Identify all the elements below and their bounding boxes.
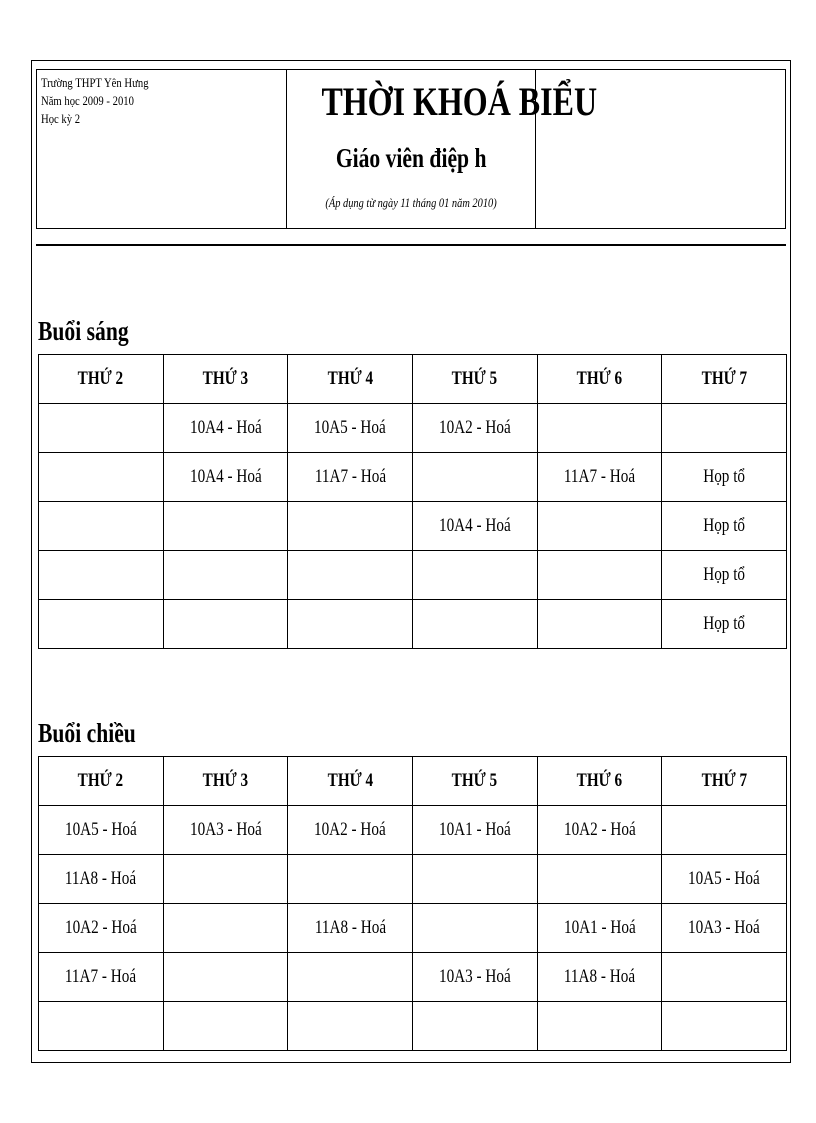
day-header: THỨ 4 [288, 757, 413, 806]
lesson-cell [39, 404, 164, 453]
lesson-cell [163, 855, 288, 904]
lesson-cell [662, 1002, 787, 1051]
lesson-cell [163, 551, 288, 600]
lesson-cell [163, 600, 288, 649]
lesson-cell [662, 953, 787, 1002]
lesson-cell: 10A2 - Hoá [537, 806, 662, 855]
lesson-cell [537, 404, 662, 453]
title-block [287, 70, 598, 228]
lesson-cell [163, 904, 288, 953]
lesson-cell [39, 551, 164, 600]
lesson-cell: 10A1 - Hoá [537, 904, 662, 953]
table-row [39, 1002, 787, 1051]
lesson-cell [163, 1002, 288, 1051]
table-row [39, 453, 787, 502]
day-header: THỨ 7 [662, 355, 787, 404]
table-row [39, 904, 787, 953]
day-header: THỨ 7 [662, 757, 787, 806]
lesson-cell [163, 953, 288, 1002]
lesson-cell [662, 806, 787, 855]
lesson-cell [537, 551, 662, 600]
lesson-cell: 10A3 - Hoá [662, 904, 787, 953]
lesson-cell [537, 855, 662, 904]
day-header: THỨ 5 [412, 757, 537, 806]
table-row [39, 502, 787, 551]
lesson-cell [288, 502, 413, 551]
day-header: THỨ 3 [163, 757, 288, 806]
day-header: THỨ 4 [288, 355, 413, 404]
lesson-cell [537, 502, 662, 551]
header-divider [36, 244, 786, 246]
lesson-cell: 11A7 - Hoá [537, 453, 662, 502]
day-header: THỨ 3 [163, 355, 288, 404]
lesson-cell [39, 600, 164, 649]
lesson-cell [412, 600, 537, 649]
day-header: THỨ 6 [537, 355, 662, 404]
lesson-cell [288, 551, 413, 600]
lesson-cell [412, 453, 537, 502]
lesson-cell [412, 1002, 537, 1051]
lesson-cell: 10A1 - Hoá [412, 806, 537, 855]
lesson-cell [39, 502, 164, 551]
lesson-cell: 10A4 - Hoá [412, 502, 537, 551]
lesson-cell [662, 404, 787, 453]
teacher-name: Giáo viên điệp h [335, 143, 487, 173]
lesson-cell: 10A2 - Hoá [288, 806, 413, 855]
lesson-cell: 10A5 - Hoá [662, 855, 787, 904]
table-row [39, 551, 787, 600]
lesson-cell: 10A4 - Hoá [163, 453, 288, 502]
page-title: THỜI KHOÁ BIỂU [321, 79, 598, 124]
lesson-cell [288, 600, 413, 649]
school-name: Trường THPT Yên Hưng [41, 75, 149, 90]
day-header: THỨ 6 [537, 757, 662, 806]
afternoon-section-title: Buổi chiều [38, 718, 136, 748]
lesson-cell: Họp tổ [662, 502, 787, 551]
lesson-cell: Họp tổ [662, 551, 787, 600]
apply-date: (Áp dụng từ ngày 11 tháng 01 năm 2010) [325, 195, 497, 210]
lesson-cell: Họp tổ [662, 600, 787, 649]
lesson-cell: 10A3 - Hoá [163, 806, 288, 855]
lesson-cell [288, 1002, 413, 1051]
timetable-page [31, 60, 791, 1063]
table-row [39, 855, 787, 904]
day-header: THỨ 5 [412, 355, 537, 404]
lesson-cell [412, 904, 537, 953]
lesson-cell: 11A8 - Hoá [288, 904, 413, 953]
lesson-cell: 10A3 - Hoá [412, 953, 537, 1002]
table-row [39, 404, 787, 453]
table-row [39, 953, 787, 1002]
lesson-cell: 10A2 - Hoá [39, 904, 164, 953]
lesson-cell [39, 1002, 164, 1051]
afternoon-timetable [38, 756, 787, 1051]
lesson-cell: Họp tổ [662, 453, 787, 502]
lesson-cell [412, 551, 537, 600]
lesson-cell [288, 855, 413, 904]
lesson-cell: 11A7 - Hoá [39, 953, 164, 1002]
lesson-cell: 11A7 - Hoá [288, 453, 413, 502]
lesson-cell: 11A8 - Hoá [39, 855, 164, 904]
header-box [36, 69, 786, 229]
lesson-cell: 11A8 - Hoá [537, 953, 662, 1002]
school-year: Năm học 2009 - 2010 [41, 93, 134, 108]
lesson-cell [39, 453, 164, 502]
lesson-cell: 10A2 - Hoá [412, 404, 537, 453]
morning-section-title: Buổi sáng [38, 316, 129, 346]
day-header: THỨ 2 [39, 355, 164, 404]
lesson-cell [163, 502, 288, 551]
lesson-cell: 10A4 - Hoá [163, 404, 288, 453]
school-info [37, 70, 287, 228]
semester: Học kỳ 2 [41, 111, 81, 126]
morning-timetable [38, 354, 787, 649]
lesson-cell: 10A5 - Hoá [288, 404, 413, 453]
table-row [39, 806, 787, 855]
lesson-cell [537, 600, 662, 649]
lesson-cell: 10A5 - Hoá [39, 806, 164, 855]
header-row [39, 355, 787, 404]
lesson-cell [412, 855, 537, 904]
lesson-cell [537, 1002, 662, 1051]
day-header: THỨ 2 [39, 757, 164, 806]
lesson-cell [288, 953, 413, 1002]
header-row [39, 757, 787, 806]
table-row [39, 600, 787, 649]
